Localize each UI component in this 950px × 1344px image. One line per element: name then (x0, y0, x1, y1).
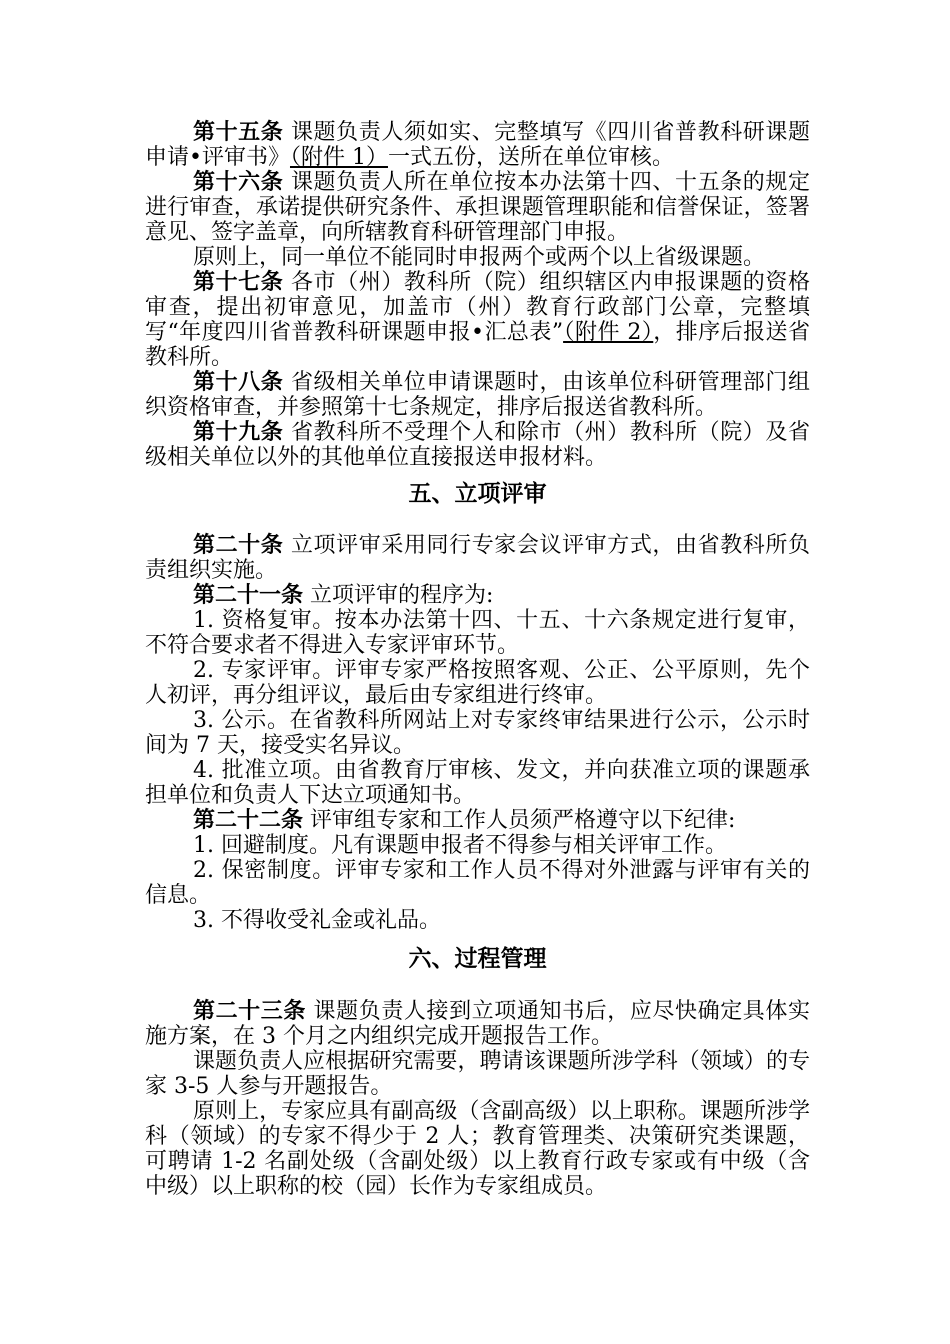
article-label: 第十七条 (193, 270, 284, 295)
article-text: ，排序后报送省教科所。 (145, 320, 810, 370)
article-text: 课题负责人须如实、完整填写《四川省普教科研课题申请•评审书》 (145, 120, 810, 170)
list-item: 2. 保密制度。评审专家和工作人员不得对外泄露与评审有关的信息。 (145, 858, 810, 908)
article-23-paragraph: 课题负责人应根据研究需要，聘请该课题所涉学科（领域）的专家 3-5 人参与开题报告。 (145, 1049, 810, 1099)
article-15 (145, 120, 810, 170)
article-label: 第二十一条 (193, 583, 304, 608)
article-22 (145, 808, 810, 833)
article-label: 第十八条 (193, 370, 284, 395)
article-label: 第十六条 (193, 170, 284, 195)
article-text: 立项评审采用同行专家会议评审方式，由省教科所负责组织实施。 (145, 533, 810, 583)
list-item: 4. 批准立项。由省教育厅审核、发文，并向获准立项的课题承担单位和负责人下达立项通知书。 (145, 758, 810, 808)
article-16 (145, 170, 810, 245)
article-text: 评审组专家和工作人员须严格遵守以下纪律: (303, 808, 736, 833)
article-text: 课题负责人所在单位按本办法第十四、十五条的规定进行审查，承诺提供研究条件、承担课题管理职能和信誉保证，签署意见、签字盖章，向所辖教育科研管理部门申报。 (145, 170, 810, 245)
article-label: 第二十三条 (193, 999, 306, 1024)
article-label: 第十九条 (193, 420, 284, 445)
list-item: 2. 专家评审。评审专家严格按照客观、公正、公平原则，先个人初评，再分组评议，最后由专家组进行终审。 (145, 658, 810, 708)
section-heading-6: 六、过程管理 (408, 946, 547, 972)
article-19 (145, 420, 810, 470)
article-text: 课题负责人接到立项通知书后，应尽快确定具体实施方案，在 3 个月之内组织完成开题报告工作。 (145, 999, 810, 1049)
list-item: 3. 不得收受礼金或礼品。 (193, 908, 441, 933)
article-23 (145, 999, 810, 1049)
document-page (145, 120, 810, 1199)
article-18 (145, 370, 810, 420)
article-21 (145, 583, 810, 608)
article-23-paragraph: 原则上，专家应具有副高级（含副高级）以上职称。课题所涉学科（领域）的专家不得少于 2 人；教育管理类、决策研究类课题，可聘请 1-2 名副处级（含副处级）以上教育行政专家或有中级（含中级）以上职称的校（园）长作为专家组成员。 (145, 1099, 810, 1199)
article-16-paragraph: 原则上，同一单位不能同时申报两个或两个以上省级课题。 (193, 245, 766, 270)
attachment-link[interactable]: （附件 1） (289, 145, 388, 170)
article-text: 省教科所不受理个人和除市（州）教科所（院）及省级相关单位以外的其他单位直接报送申报材料。 (145, 420, 810, 470)
list-item: 1. 资格复审。按本办法第十四、十五、十六条规定进行复审，不符合要求者不得进入专家评审环节。 (145, 608, 810, 658)
article-17 (145, 270, 810, 370)
list-item: 1. 回避制度。凡有课题申报者不得参与相关评审工作。 (193, 833, 727, 858)
article-text: 省级相关单位申请课题时，由该单位科研管理部门组织资格审查，并参照第十七条规定，排序后报送省教科所。 (145, 370, 810, 420)
article-text: 各市（州）教科所（院）组织辖区内申报课题的资格审查，提出初审意见，加盖市（州）教育行政部门公章，完整填写“年度四川省普教科研课题申报•汇总表” (145, 270, 810, 345)
article-20 (145, 533, 810, 583)
article-text: 立项评审的程序为: (303, 583, 494, 608)
article-label: 第二十条 (193, 533, 284, 558)
article-label: 第十五条 (193, 120, 284, 145)
section-heading-5: 五、立项评审 (408, 481, 547, 507)
attachment-link[interactable]: （附件 2） (563, 320, 654, 345)
article-label: 第二十二条 (193, 808, 304, 833)
article-text: 一式五份，送所在单位审核。 (387, 145, 674, 170)
list-item: 3. 公示。在省教科所网站上对专家终审结果进行公示，公示时间为 7 天，接受实名异议。 (145, 708, 810, 758)
